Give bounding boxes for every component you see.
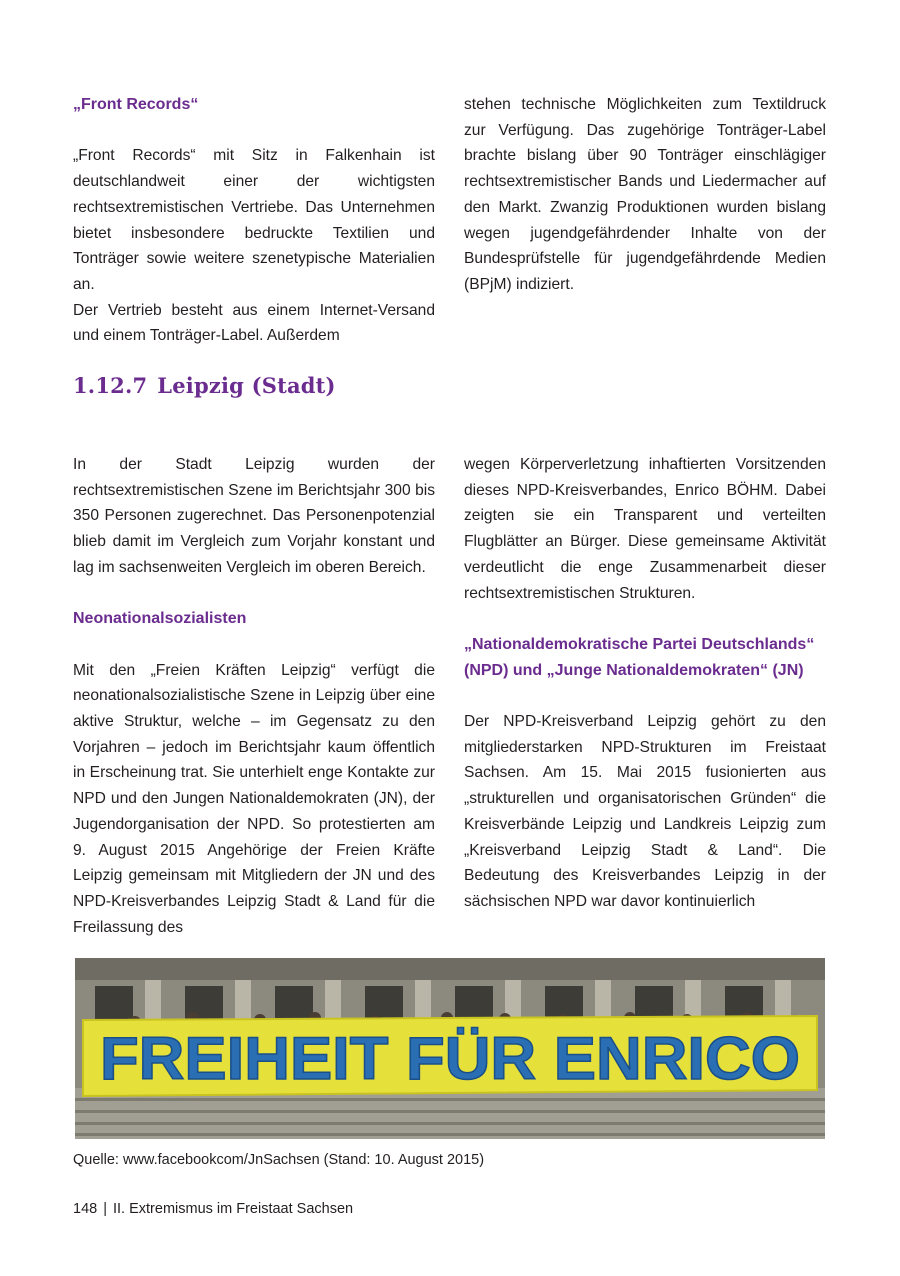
leipzig-left-column: [73, 452, 435, 940]
chapter-number: 1.12.7: [73, 373, 148, 398]
photo-caption: Quelle: www.facebookcom/JnSachsen (Stand: 10. August 2015): [73, 1152, 485, 1168]
front-records-paragraph-1: „Front Records“ mit Sitz in Falkenhain ist deutschlandweit einer der wichtigsten rechtsextremistischen Vertriebe. Das Unternehmen bietet insbesondere bedruckte Textilien und Tonträger sowie weitere szenetypische Materialien an.: [73, 147, 435, 293]
npd-paragraph: Der NPD-Kreisverband Leipzig gehört zu den mitgliederstarken NPD-Strukturen im Freistaat Sachsen. Am 15. Mai 2015 fusionierten aus „strukturellen und organisatorischen Gründen“ die Kreisverbände Leipzig und Landkreis Leipzig zum „Kreisverband Leipzig Stadt & Land“. Die Bedeutung des Kreisverbandes Leipzig in der sächsischen NPD war davor kontinuierlich: [464, 713, 826, 910]
neonazi-heading: Neonationalsozialisten: [73, 610, 247, 628]
leipzig-intro-paragraph: In der Stadt Leipzig wurden der rechtsextremistischen Szene im Berichtsjahr 300 bis 350 Personen zugerechnet. Das Personenpotenzial blieb damit im Vergleich zum Vorjahr konstant und lag im sachsenweiten Vergleich im oberen Bereich.: [73, 456, 435, 576]
banner-text: FREIHEIT FÜR ENRICO: [100, 1025, 800, 1092]
npd-heading: „Nationaldemokratische Partei Deutschlands“ (NPD) und „Junge Nationaldemokraten“ (JN): [464, 635, 815, 679]
front-records-right-column: [464, 92, 826, 298]
leipzig-right-column: [464, 452, 826, 915]
front-records-heading: „Front Records“: [73, 96, 199, 113]
banner-photo-illustration: [75, 958, 825, 1139]
chapter-heading: [73, 372, 336, 400]
front-records-paragraph-3: stehen technische Möglichkeiten zum Textildruck zur Verfügung. Das zugehörige Tonträger-Label brachte bislang über 90 Tonträger einschlägiger rechtsextremistischer Bands und Liedermacher auf den Markt. Zwanzig Produktionen wurden bislang wegen jugendgefährdender Inhalte von der Bundesprüfstelle für jugendgefährdende Medien (BPjM) indiziert.: [464, 96, 826, 293]
front-records-left-column: [73, 92, 435, 349]
neonazi-paragraph: Mit den „Freien Kräften Leipzig“ verfügt die neonationalsozialistische Szene in Leipzig über eine aktive Struktur, welche – im Gegensatz zu den Vorjahren – jedoch im Berichtsjahr kaum öffentlich in Erscheinung trat. Sie unterhielt enge Kontakte zur NPD und den Jungen Nationaldemokraten (JN), der Jugendorganisation der NPD. So protestierten am 9. August 2015 Angehörige der Freien Kräfte Leipzig gemeinsam mit Mitgliedern der JN und des NPD-Kreisverbandes Leipzig Stadt & Land für die Freilassung des: [73, 661, 435, 936]
chapter-title: Leipzig (Stadt): [157, 373, 336, 398]
footer-separator: |: [103, 1201, 107, 1217]
footer-chapter: II. Extremismus im Freistaat Sachsen: [112, 1201, 354, 1217]
page-number: 148: [73, 1201, 98, 1217]
continuation-paragraph: wegen Körperverletzung inhaftierten Vorsitzenden dieses NPD-Kreisverbandes, Enrico BÖHM. Dabei zeigten sie ein Transparent und verteilten Flugblätter an Bürger. Diese gemeinsame Aktivität verdeutlicht die enge Zusammenarbeit dieser rechtsextremistischen Strukturen.: [464, 456, 826, 602]
building-cornice: [75, 958, 825, 980]
front-records-paragraph-2: Der Vertrieb besteht aus einem Internet-Versand und einem Tonträger-Label. Außerdem: [73, 301, 435, 345]
banner-photo: [75, 958, 825, 1139]
page-footer: [73, 1199, 353, 1219]
